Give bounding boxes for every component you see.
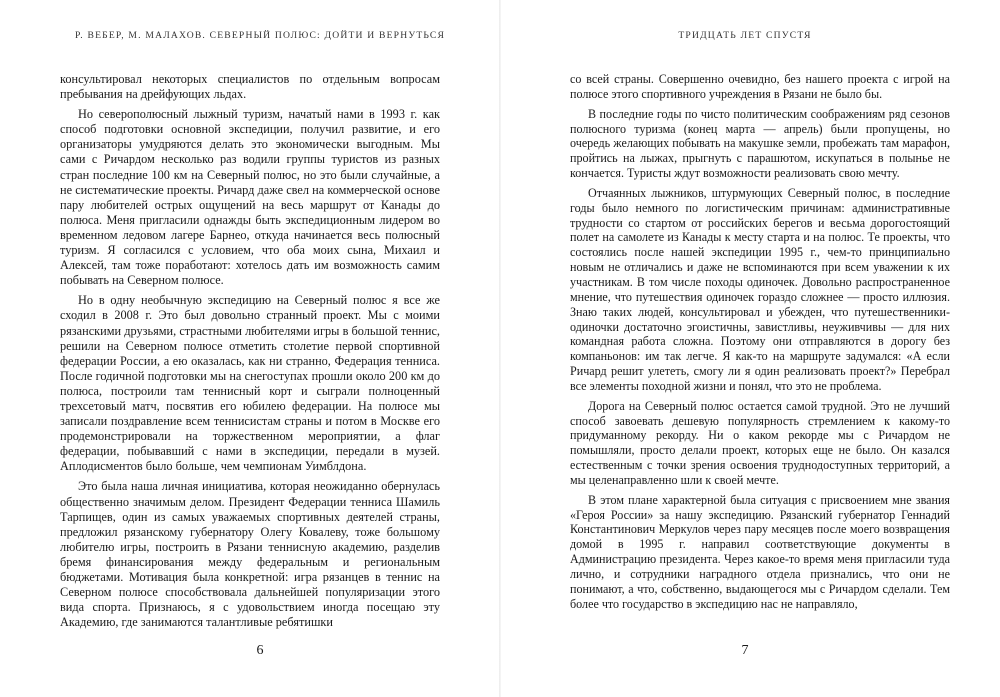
paragraph: консультировал некоторых специалистов по отдельным вопросам пребывания на дрейфующих льдах.: [60, 72, 440, 102]
paragraph: Это была наша личная инициатива, которая неожиданно обернулась общественно значимым делом. Президент Федерации тенниса Шамиль Тарпищев, один из самых уважаемых спортивных деятелей страны, предложил рязанскому губернатору Олегу Ковалеву, тоже большому любителю игры, построить в Рязани теннисную академию, разделив бремя финансирования между федеральным и региональным бюджетами. Мотивация была конкретной: игра рязанцев в теннис на Северном полюсе способствовала дальнейшей популяризации этого вида спорта. Признаюсь, я с удовольствием иногда посещаю эту Академию, где занимаются талантливые ребятишки: [60, 479, 440, 630]
paragraph: Дорога на Северный полюс остается самой трудной. Это не лучший способ завоевать дешевую популярность стремлением к какому-то придуманному рекорду. Ни о каком рекорде мы с Ричардом не помышляли, просто делали проект, которых еще не было. Он казался естественным с точки зрения освоения труднодоступных территорий, а мы целенаправленно шли к своей мечте.: [570, 398, 950, 487]
running-header: ТРИДЦАТЬ ЛЕТ СПУСТЯ: [678, 30, 812, 41]
paragraph: В этом плане характерной была ситуация с присвоением мне звания «Героя России» за нашу экспедицию. Рязанский губернатор Геннадий Константинович Меркулов через пару месяцев после моего возвращения домой в 1995 г. направил соответствующие документы в Администрацию президента. Через какое-то время меня пригласили туда лично, и сотрудники наградного отдела признались, что они не понимают, а что, собственно, выдающегося мы с Ричардом сделали. Тем более что государство в экспедицию нас не направляло,: [570, 492, 950, 611]
right-page: [500, 0, 1000, 697]
page-number: 6: [256, 643, 264, 658]
paragraph: Отчаянных лыжников, штурмующих Северный полюс, в последние годы было немного по логистическим причинам: административные трудности со стартом от российских берегов и весьма дорогостоящий полет на самолете из Канады к месту старта и на полюс. Те проекты, что состоялись после нашей экспедиции 1995 г., чем-то принципиально новым не отличались и даже не вспоминаются при всем уважении к их участникам. В том числе походы одиночек. Довольно распространенное мнение, что путешествия одиночек гораздо сложнее — просто иллюзия. Знаю таких людей, консультировал и убежден, что путешественники-одиночки достаточно эгоистичны, завистливы, неуживчивы — для них командная работа сложна. Поэтому они отправляются в дорогу без компаньонов: им так легче. Я как-то на маршруте задумался: «А если Ричард решит улететь, смогу ли я один реализовать проект?» Перебрал все элементы походной жизни и понял, что это не проблема.: [570, 185, 950, 393]
running-header: Р. ВЕБЕР, М. МАЛАХОВ. СЕВЕРНЫЙ ПОЛЮС: ДОЙТИ И ВЕРНУТЬСЯ: [74, 30, 446, 41]
paragraph: В последние годы по чисто политическим соображениям ряд сезонов полюсного туризма (конец марта — апрель) были пропущены, но очередь желающих побывать на макушке земли, пробежать там марафон, пройтись на лыжах, прыгнуть с парашютом, искупаться в полынье не кончается. Туристы ждут возможности реализовать свою мечту.: [570, 106, 950, 181]
body-text: [60, 72, 440, 630]
page-number: 7: [741, 643, 749, 658]
paragraph: со всей страны. Совершенно очевидно, без нашего проекта с игрой на полюсе этого спортивного учреждения в Рязани не было бы.: [570, 72, 950, 101]
body-text: [570, 72, 950, 612]
paragraph: Но северополюсный лыжный туризм, начатый нами в 1993 г. как способ подготовки основной экспедиции, получил развитие, и его организаторы умудряются делать это экономически выгодным. Мы сами с Ричардом несколько раз водили группы туристов из разных стран последние 100 км на Северный полюс, но это были случайные, а не систематические проекты. Ричард даже свел на коммерческой основе пару любителей острых ощущений на весь маршрут от Канады до полюса. Меня пригласили однажды быть экспедиционным лидером во временном ледовом лагере Барнео, откуда начинается весь полюсный туризм. Я согласился с условием, что оба моих сына, Михаил и Алексей, там тоже поработают: хотелось дать им возможность самим побывать на Северном полюсе.: [60, 107, 440, 288]
paragraph: Но в одну необычную экспедицию на Северный полюс я все же сходил в 2008 г. Это был довольно странный проект. Мы с моими рязанскими друзьями, страстными любителями игры в большой теннис, решили на Северном полюсе отметить столетие первой спортивной федерации России, а ею оказалась, как ни странно, Федерация тенниса. После годичной подготовки мы на снегоступах прошли около 200 км до полюса, построили там теннисный корт и сыграли полноценный трехсетовый матч, посвятив его юбилею федерации. На полюсе мы записали поздравление всем теннисистам страны и потом в Москве его продемонстрировали на торжественном мероприятии, а флаг федерации, побывавший с нами в экспедиции, передали в музей. Аплодисментов было больше, чем чемпионам Уимблдона.: [60, 293, 440, 474]
